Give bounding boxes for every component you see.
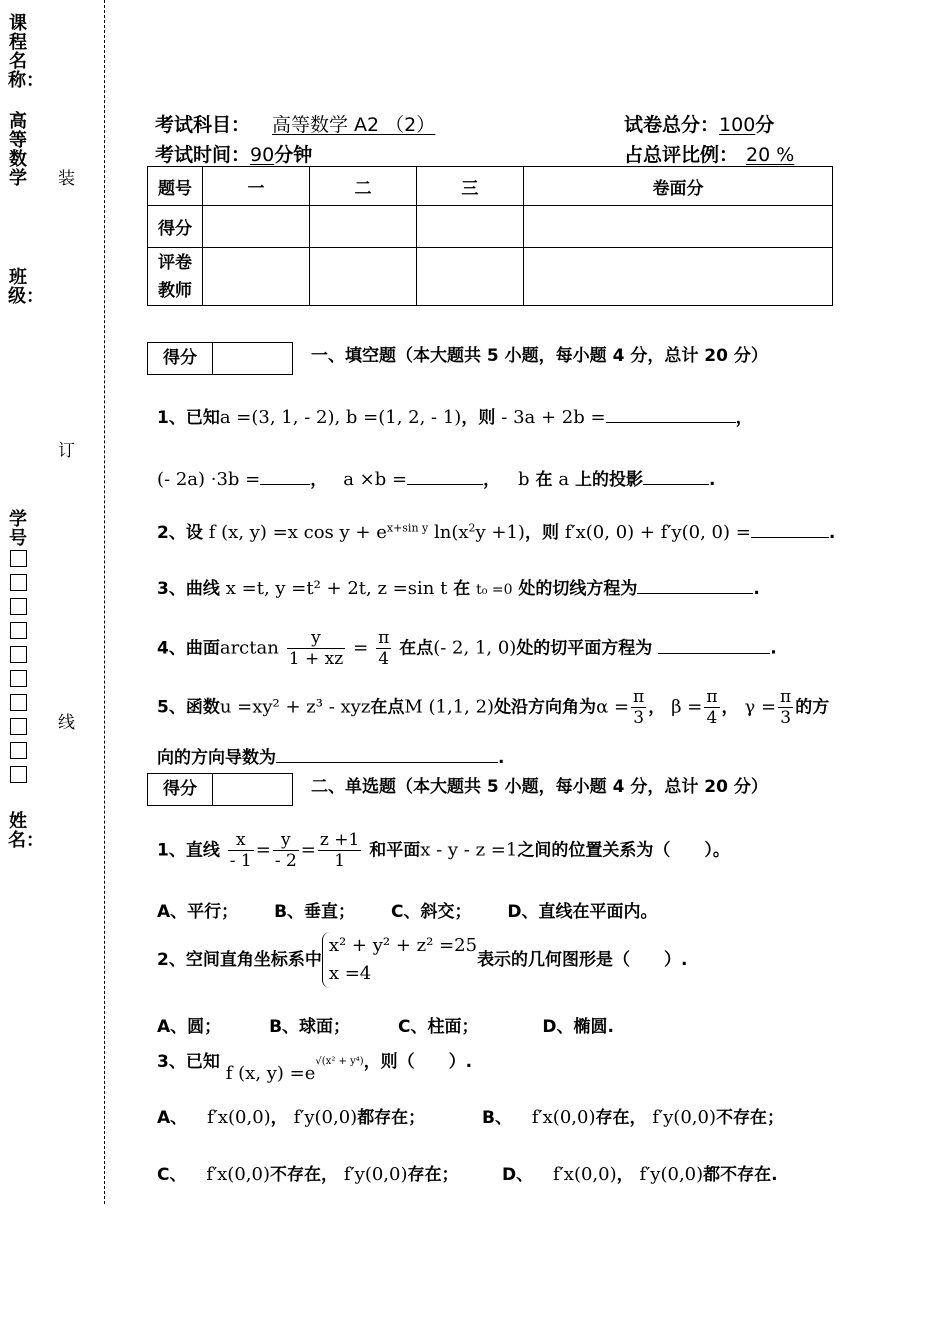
course-value: 高等数学 <box>9 111 27 189</box>
q-number: 4、曲面 <box>157 638 220 659</box>
score-box-label: 得分 <box>148 774 213 805</box>
q-text: 之间的位置关系为（ ）。 <box>517 840 730 861</box>
q-text: 的方 <box>795 697 830 718</box>
s2-q2 <box>157 932 688 988</box>
q1-a: a <box>558 469 570 490</box>
q-text: ， <box>270 1108 288 1128</box>
total-value: 100 <box>719 114 756 136</box>
id-box[interactable] <box>10 670 27 687</box>
answer-blank[interactable] <box>276 744 498 763</box>
q5-gamma: γ = <box>744 696 777 718</box>
q-text: 存在， <box>595 1108 647 1128</box>
grader-cell[interactable] <box>416 248 523 306</box>
section1-score-box <box>147 342 293 375</box>
q-text: ， <box>310 470 328 490</box>
s1-q5-line2: 向的方向导数为 . <box>157 743 504 768</box>
subject-label: 考试科目： <box>155 114 251 136</box>
q4-fraction <box>287 628 345 669</box>
fraction-denominator: 3 <box>633 708 645 728</box>
score-table-header: 题号 <box>148 167 203 206</box>
q1-expr-linear: - 3a + 2b = <box>501 407 606 428</box>
total-unit: 分 <box>755 114 775 136</box>
q-text: 不存在； <box>715 1108 784 1128</box>
q4-arctan: arctan <box>219 637 279 659</box>
answer-blank[interactable] <box>751 519 829 538</box>
q2-log-tail: y +1) <box>475 522 525 543</box>
subject-value: 高等数学 A2 （2） <box>272 114 436 136</box>
fx-partial: f′x(0,0) <box>206 1164 270 1185</box>
student-id-boxes[interactable] <box>10 550 30 790</box>
id-box[interactable] <box>10 550 27 567</box>
binding-xian: 线 <box>58 713 75 733</box>
q5-gamma-frac <box>778 687 793 728</box>
fx-partial: f′x(0,0) <box>207 1107 271 1128</box>
answer-blank[interactable] <box>407 466 483 485</box>
score-cell[interactable] <box>416 206 523 248</box>
fraction-numerator: y <box>273 830 299 851</box>
q1-b: b <box>517 469 530 490</box>
option-b[interactable]: B、 <box>482 1108 512 1128</box>
binding-zhuang: 装 <box>58 169 75 189</box>
fraction-numerator: π <box>780 687 792 707</box>
ratio-row <box>624 140 794 167</box>
fraction-denominator: 1 + xz <box>288 649 344 669</box>
option-a[interactable]: A、圆； <box>157 1017 222 1037</box>
grader-label-1: 评卷 <box>158 252 192 273</box>
ratio-value: 20 % <box>746 144 795 166</box>
s2-q1: 1、直线 $\frac{x}{- 1}$ = $\frac{y}{- 2}$ = $\frac{z +1}{1}$ 和平面x - y - z =1之间的位置关系为（ ）。 <box>157 830 730 871</box>
q2-exponent: x+sin y <box>386 521 429 535</box>
score-cell[interactable] <box>309 206 416 248</box>
grader-cell[interactable] <box>203 248 310 306</box>
q5-beta-frac <box>704 687 719 728</box>
q-text: 都不存在. <box>703 1165 778 1185</box>
q-text: ， <box>735 408 753 428</box>
fraction-numerator: x <box>228 830 254 851</box>
s1-q2: 2、设 f (x, y) =x $\cos y + e^{x+sin y}$ $\ln(x^2y +1)$，则 f′x(0, 0) + f′y(0, 0) = . <box>157 518 835 543</box>
class-label: 班级： <box>8 267 44 307</box>
ratio-label: 占总评比例： <box>624 144 739 166</box>
q3-curve: x =t, y =t² + 2t, z =sin t <box>225 578 448 599</box>
s1-q1-line1 <box>157 403 753 428</box>
q4-pi-fraction <box>376 628 391 669</box>
grader-label-2: 教师 <box>158 280 192 301</box>
fraction-denominator: - 1 <box>229 851 252 871</box>
time-unit: 分钟 <box>274 144 313 166</box>
score-row-label: 得分 <box>148 206 203 248</box>
id-box[interactable] <box>10 766 27 783</box>
id-box[interactable] <box>10 646 27 663</box>
q-text: 不存在， <box>269 1165 338 1185</box>
score-table-header: 一 <box>203 167 310 206</box>
s2-q3-option-d-row <box>502 1160 778 1185</box>
q-text: 在点 <box>399 638 434 659</box>
q-text: 和平面 <box>369 840 421 861</box>
q-text: 上的投影 <box>575 470 644 490</box>
id-box[interactable] <box>10 742 27 759</box>
option-b[interactable]: B、球面； <box>269 1017 351 1037</box>
fraction-numerator: π <box>633 687 645 707</box>
answer-blank[interactable] <box>658 635 770 654</box>
id-box[interactable] <box>10 622 27 639</box>
option-c[interactable]: C、 <box>157 1165 187 1185</box>
q2-log: ln(x <box>428 522 469 543</box>
system-eq-2: x =4 <box>328 963 372 984</box>
q-text: 表示的几何图形是（ ）. <box>477 950 688 970</box>
option-c[interactable]: C、柱面； <box>397 1017 479 1037</box>
line-frac-x <box>228 830 254 871</box>
option-a[interactable]: A、平行； <box>157 902 239 922</box>
grader-row-label <box>148 248 203 306</box>
q4-point: (- 2, 1, 0) <box>433 637 517 659</box>
q-text: ， <box>616 1165 634 1185</box>
q-text: 存在； <box>407 1165 459 1185</box>
q-text: ， <box>483 470 501 490</box>
time-label: 考试时间： <box>155 144 251 166</box>
line-frac-z <box>318 830 361 871</box>
q2-function: f (x, y) =x cos y + e <box>208 522 387 543</box>
subject-row <box>155 110 465 137</box>
equals: = <box>353 637 369 659</box>
q-text: 在 <box>535 470 553 490</box>
binding-line <box>104 0 105 1204</box>
q-text: 处的切平面方程为 <box>516 638 653 659</box>
q-number: 2、设 <box>157 523 203 543</box>
score-table-header: 二 <box>309 167 416 206</box>
s2-q3 <box>157 1047 473 1084</box>
option-d[interactable]: D、 <box>502 1165 534 1185</box>
line-frac-y <box>273 830 299 871</box>
id-box[interactable] <box>10 694 27 711</box>
option-d[interactable]: D、直线在平面内。 <box>507 902 658 922</box>
score-cell[interactable] <box>523 206 832 248</box>
option-a[interactable]: A、 <box>157 1108 188 1128</box>
score-table-header: 三 <box>416 167 523 206</box>
score-cell[interactable] <box>203 206 310 248</box>
q1-expr-dot: (- 2a) ·3b = <box>157 469 261 490</box>
fraction-denominator: 1 <box>334 851 346 871</box>
q5-point: M (1,1, 2) <box>404 696 495 718</box>
answer-blank[interactable] <box>606 404 736 423</box>
fraction-numerator: π <box>706 687 718 707</box>
q5-alpha: α = <box>596 696 630 718</box>
score-table <box>147 166 833 306</box>
fy-partial: f′y(0,0) <box>639 1164 704 1185</box>
system-brace <box>322 932 477 988</box>
s2-q2-options <box>157 1012 614 1037</box>
q-number: 3、曲线 <box>157 579 220 599</box>
s1-q3: 3、曲线 x =t, y =t² + 2t, z =sin t 在 t₀ =0 处的切线方程为 . <box>157 574 760 599</box>
id-label: 学号 <box>9 509 27 549</box>
q-text: ，则（ ）. <box>363 1052 473 1072</box>
q-text: 在 <box>453 579 471 599</box>
s2-q3-option-c-row <box>157 1160 459 1185</box>
q5-alpha-frac <box>631 687 646 728</box>
fraction-denominator: 4 <box>378 649 390 669</box>
q1-expr-cross: a ×b = <box>343 469 408 490</box>
system-eq-1: x² + y² + z² =25 <box>328 935 478 956</box>
total-row <box>624 110 774 137</box>
binding-ding: 订 <box>58 441 75 461</box>
q-text: ，则 <box>461 408 496 428</box>
q-number: 5、函数 <box>157 697 220 718</box>
section2-score-box <box>147 773 293 806</box>
q-number: 1、已知 <box>157 408 220 428</box>
answer-blank[interactable] <box>260 466 310 485</box>
q3-t0: t₀ =0 <box>476 582 513 598</box>
grader-cell[interactable] <box>309 248 416 306</box>
total-label: 试卷总分： <box>624 114 720 136</box>
score-box-label: 得分 <box>148 343 213 374</box>
fx-partial: f′x(0,0) <box>553 1164 617 1185</box>
q-text: 处的切线方程为 <box>518 579 638 599</box>
fraction-denominator: 4 <box>706 708 718 728</box>
q5-beta: β = <box>671 696 703 718</box>
q-text: 处沿方向角为 <box>494 697 597 718</box>
answer-blank[interactable] <box>637 575 753 594</box>
fy-partial: f′y(0,0) <box>652 1107 716 1128</box>
q-number: 1、直线 <box>157 840 220 861</box>
section2-title: 二、单选题（本大题共 5 小题，每小题 4 分，总计 20 分） <box>311 777 768 797</box>
answer-blank[interactable] <box>643 466 709 485</box>
fraction-numerator: y <box>287 628 345 649</box>
fraction-denominator: - 2 <box>274 851 297 871</box>
q-number: 2、空间直角坐标系中 <box>157 950 322 970</box>
s2-q1-options <box>157 897 658 922</box>
fraction-numerator: π <box>378 628 390 648</box>
id-box[interactable] <box>10 574 27 591</box>
s2-q3-option-b-row <box>482 1103 784 1128</box>
grader-cell[interactable] <box>523 248 832 306</box>
s1-q1-line2: (- 2a) ·3b = ， a ×b = ， b 在 a 上的投影 . <box>157 465 715 490</box>
q-text: 在点 <box>370 697 405 718</box>
q-text: 都存在； <box>357 1108 426 1128</box>
s1-q5: 5、函数u =xy² + z³ - xyz在点M (1,1, 2)处沿方向角为α = $\frac{\pi}{3}$ ， β = $\frac{\pi}{4}$ ， γ = $\frac{\pi}{3}$ 的方 <box>157 687 830 728</box>
q-text: 向的方向导数为 <box>157 748 276 768</box>
id-box[interactable] <box>10 718 27 735</box>
section1-title: 一、填空题（本大题共 5 小题，每小题 4 分，总计 20 分） <box>311 346 768 366</box>
q1-vectors: a =(3, 1, - 2), b =(1, 2, - 1) <box>219 407 462 428</box>
time-value: 90 <box>250 144 275 166</box>
time-row <box>155 140 312 167</box>
q-text: ，则 <box>524 523 559 543</box>
course-label: 课程名称： <box>8 13 44 91</box>
fy-partial: f′y(0,0) <box>293 1107 358 1128</box>
q-number: 3、已知 <box>157 1052 220 1072</box>
name-label: 姓名： <box>8 811 44 851</box>
q3-exponent: √(x² + y⁴) <box>315 1056 364 1068</box>
fx-partial: f′x(0,0) <box>531 1107 596 1128</box>
option-b[interactable]: B、垂直； <box>274 902 356 922</box>
q3-function: f (x, y) =e <box>225 1063 316 1084</box>
score-table-header: 卷面分 <box>523 167 832 206</box>
plane-equation: x - y - z =1 <box>420 839 518 861</box>
id-box[interactable] <box>10 598 27 615</box>
q2-partials: f′x(0, 0) + f′y(0, 0) = <box>564 522 751 543</box>
fy-partial: f′y(0,0) <box>343 1164 408 1185</box>
option-c[interactable]: C、斜交； <box>390 902 472 922</box>
fraction-numerator: z +1 <box>319 830 360 850</box>
q5-function: u =xy² + z³ - xyz <box>219 696 371 718</box>
s1-q4: 4、曲面arctan $\frac{y}{1 + xz}$ = $\frac{\pi}{4}$ 在点(- 2, 1, 0)处的切平面方程为 . <box>157 628 777 669</box>
fraction-denominator: 3 <box>780 708 792 728</box>
s2-q3-option-a-row <box>157 1103 425 1128</box>
option-d[interactable]: D、椭圆. <box>542 1017 614 1037</box>
